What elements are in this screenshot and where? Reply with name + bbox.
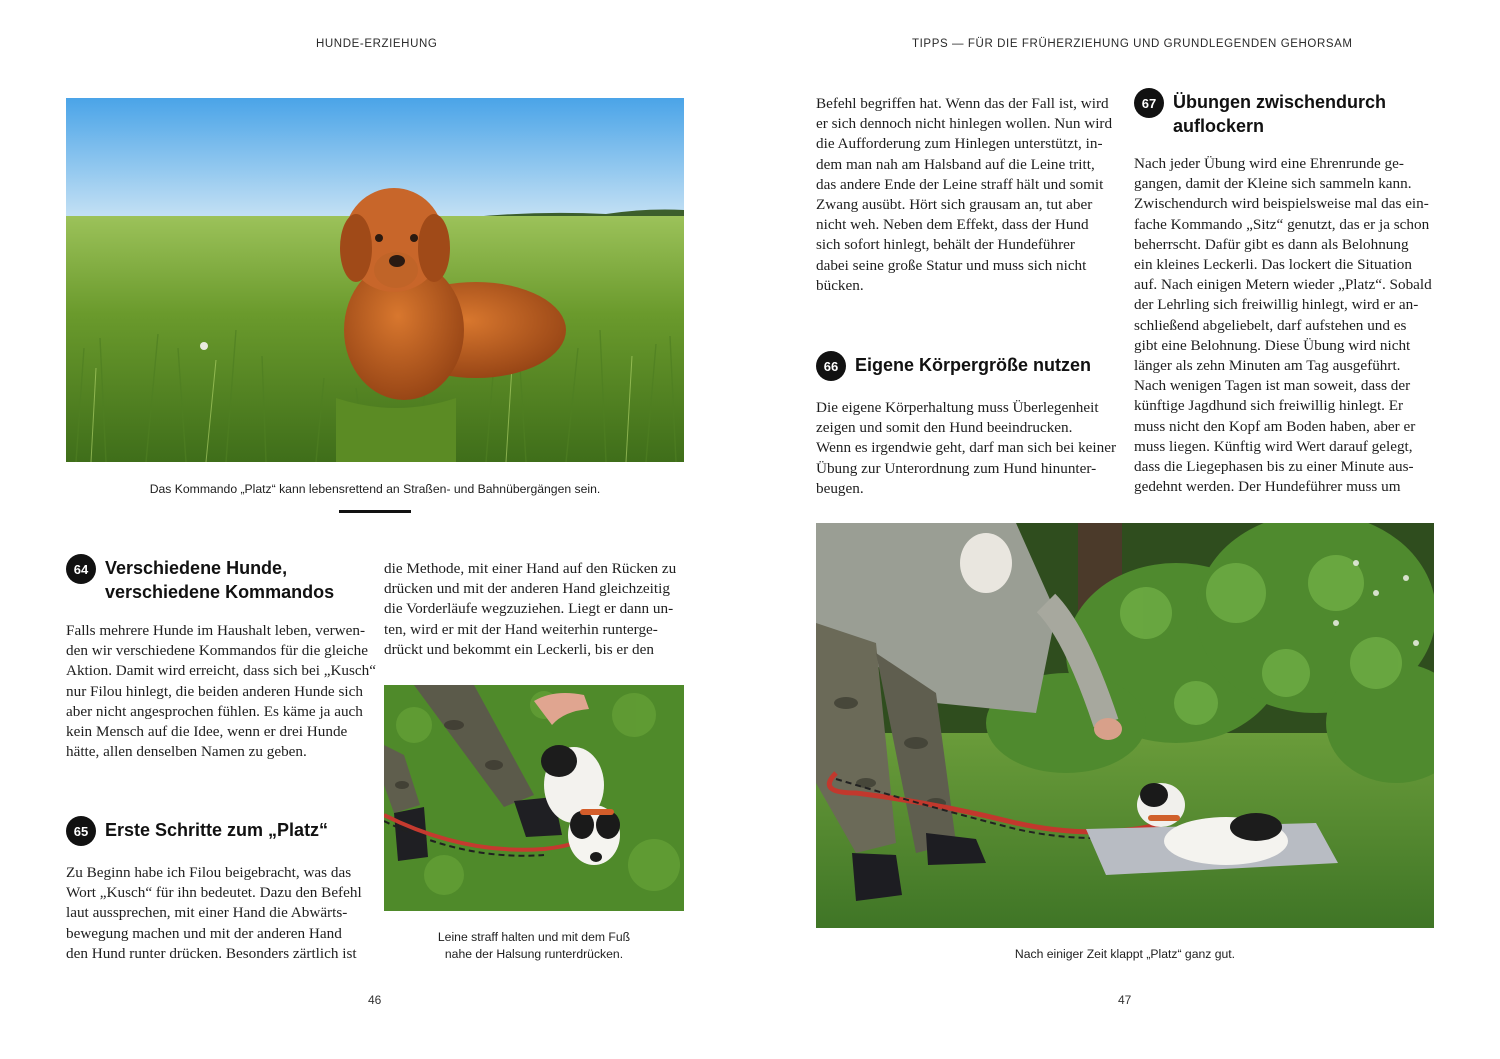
text-line: den Hund runter drücken. Besonders zärtlich ist xyxy=(66,944,357,962)
top-photo-caption: Das Kommando „Platz“ kann lebensrettend an Straßen- und Bahnübergängen sein. xyxy=(149,482,601,496)
text-line: die Vorderläufe wegzuziehen. Liegt er dann un- xyxy=(384,600,674,618)
text-line: künftige Jagdhund sich freiwillig hinlegt. Er xyxy=(1134,397,1404,415)
text-line: Wort „Kusch“ für ihn bedeutet. Dazu den Befehl xyxy=(66,884,362,902)
text-line: gibt eine Belohnung. Diese Übung wird nicht xyxy=(1134,336,1411,354)
text-line: drücken und mit der anderen Hand gleichzeitig xyxy=(384,580,670,598)
title-line: verschiedene Kommandos xyxy=(105,582,335,602)
text-line: das andere Ende der Leine straff hält und somit xyxy=(816,175,1104,193)
text-line: Falls mehrere Hunde im Haushalt leben, verwen- xyxy=(66,622,366,639)
text-line: länger als zehn Minuten am Tag ausgeführt. xyxy=(1134,357,1401,375)
text-line: zeigen und somit den Hund beeindrucken. xyxy=(816,419,1073,437)
running-head-right: TIPPS — FÜR DIE FRÜHERZIEHUNG UND GRUNDLEGENDEN GEHORSAM xyxy=(912,38,1353,50)
woman-dog-photo xyxy=(816,523,1434,928)
text-line: er sich dennoch nicht hinlegen wollen. Nun wird xyxy=(816,115,1113,133)
text-line: sich sofort hinlegt, behält der Hundeführer xyxy=(816,236,1075,254)
section-64-heading xyxy=(66,556,366,604)
text-line: bücken. xyxy=(816,276,864,294)
text-line: Nach wenigen Tagen ist man soweit, dass der xyxy=(1134,377,1411,395)
page-number-left: 46 xyxy=(368,993,382,1007)
dog-photo xyxy=(66,98,684,462)
text-line: die Aufforderung zum Hinlegen unterstützt, in- xyxy=(816,135,1103,153)
text-line: Zu Beginn habe ich Filou beigebracht, was das xyxy=(66,864,352,881)
title-line: Verschiedene Hunde, xyxy=(105,558,288,578)
text-line: hätte, allen denselben Namen zu geben. xyxy=(66,743,307,761)
text-line: dabei seine große Statur und muss sich nicht xyxy=(816,256,1087,274)
puppy-photo-icon xyxy=(384,685,684,911)
text-line: Übung zur Unterordnung zum Hund hinunter- xyxy=(816,459,1097,477)
bottom-photo-caption: Nach einiger Zeit klappt „Platz“ ganz gut. xyxy=(1014,947,1236,961)
woman-dog-photo-icon xyxy=(816,523,1434,928)
text-line: schließend abgeliebelt, darf aufstehen und es xyxy=(1134,316,1407,334)
text-line: die Methode, mit einer Hand auf den Rücken zu xyxy=(384,560,677,577)
text-line: drückt und bekommt ein Leckerli, bis er den xyxy=(384,640,654,658)
section-64-title xyxy=(105,556,334,604)
text-line: fache Kommando „Sitz“ genutzt, das er ja schon xyxy=(1134,215,1430,233)
text-line: nicht weh. Neben dem Effekt, dass der Hund xyxy=(816,216,1089,234)
title-line: Übungen zwischendurch xyxy=(1173,92,1387,112)
text-line: dem man nah am Halsband auf die Leine tritt, xyxy=(816,155,1095,173)
section-number-badge: 67 xyxy=(1134,88,1164,118)
text-line: Befehl begriffen hat. Wenn das der Fall ist, wird xyxy=(816,95,1109,112)
page-number-right: 47 xyxy=(1118,993,1132,1007)
caption-divider xyxy=(339,510,411,513)
right-column-1-text xyxy=(816,94,1126,296)
text-line: den wir verschiedene Kommandos für die gleiche xyxy=(66,642,368,660)
section-65-text xyxy=(66,863,376,964)
text-line: der Lehrling sich freiwillig hinlegt, wird er an- xyxy=(1134,296,1419,314)
text-line: beherrscht. Dafür gibt es dann als Belohnung xyxy=(1134,235,1409,253)
puppy-photo xyxy=(384,685,684,911)
text-line: nur Filou hinlegt, die beiden anderen Hunde sich xyxy=(66,682,363,700)
text-line: Nach jeder Übung wird eine Ehrenrunde ge- xyxy=(1134,155,1404,172)
section-67-title xyxy=(1173,90,1386,138)
text-line: dass die Liegephasen bis zu einer Minute aus- xyxy=(1134,458,1414,476)
text-line: gedehnt werden. Der Hundeführer muss um xyxy=(1134,478,1401,496)
text-line: muss liegen. Künftig wird Wert darauf gelegt, xyxy=(1134,437,1413,455)
text-line: gangen, damit der Kleine sich sammeln kann. xyxy=(1134,175,1412,193)
section-67-text xyxy=(1134,154,1444,497)
text-line: ein kleines Leckerli. Das lockert die Situation xyxy=(1134,256,1412,274)
section-number-badge: 66 xyxy=(816,351,846,381)
section-67-heading xyxy=(1134,90,1434,138)
section-66-text xyxy=(816,398,1126,499)
text-line: ten, wird er mit der Hand weiterhin runterge- xyxy=(384,620,658,638)
text-line: muss nicht den Kopf am Boden haben, aber er xyxy=(1134,417,1416,435)
section-66-title: Eigene Körpergröße nutzen xyxy=(855,355,1092,375)
text-line: auf. Nach einigen Metern wieder „Platz“. Sobald xyxy=(1134,276,1432,294)
text-line: Wenn es irgendwie geht, darf man sich bei keiner xyxy=(816,439,1117,457)
section-65-title: Erste Schritte zum „Platz“ xyxy=(105,820,329,840)
text-line: Aktion. Damit wird erreicht, dass sich bei „Kusch“ xyxy=(66,662,376,680)
caption-line: nahe der Halsung runterdrücken. xyxy=(444,947,624,961)
section-number-badge: 64 xyxy=(66,554,96,584)
section-65-heading xyxy=(66,818,366,846)
section-number-badge: 65 xyxy=(66,816,96,846)
text-line: aber nicht angesprochen fühlen. Es käme ja auch xyxy=(66,702,363,720)
section-66-heading xyxy=(816,353,1126,381)
running-head-left: HUNDE-ERZIEHUNG xyxy=(316,38,438,50)
text-line: Die eigene Körperhaltung muss Überlegenheit xyxy=(816,399,1099,416)
text-line: laut aussprechen, mit einer Hand die Abwärts- xyxy=(66,904,348,922)
left-column-2-text xyxy=(384,559,694,660)
section-64-text xyxy=(66,621,376,762)
small-photo-caption xyxy=(384,929,684,963)
text-line: Zwischendurch wird beispielsweise mal das ein- xyxy=(1134,195,1429,213)
text-line: kein Mensch auf die Idee, wenn er drei Hunde xyxy=(66,723,348,741)
dog-photo-icon xyxy=(66,98,684,462)
text-line: bewegung machen und mit der anderen Hand xyxy=(66,924,342,942)
caption-line: Leine straff halten und mit dem Fuß xyxy=(437,930,631,944)
text-line: beugen. xyxy=(816,479,864,497)
title-line: auflockern xyxy=(1173,116,1265,136)
text-line: Zwang ausübt. Hört sich grausam an, tut aber xyxy=(816,196,1093,214)
